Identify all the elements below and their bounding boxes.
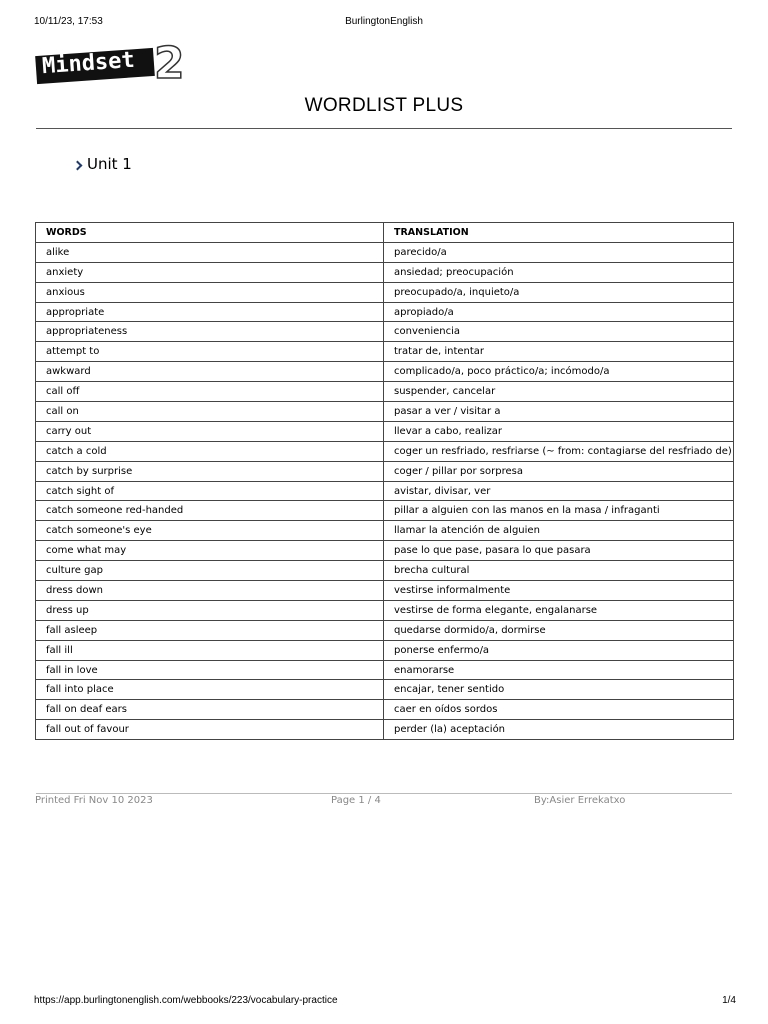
word-cell: catch someone's eye xyxy=(36,521,384,541)
word-cell: carry out xyxy=(36,421,384,441)
footer-author: By:Asier Errekatxo xyxy=(534,795,626,806)
translation-cell: pase lo que pase, pasara lo que pasara xyxy=(384,541,734,561)
word-cell: fall on deaf ears xyxy=(36,700,384,720)
translation-cell: caer en oídos sordos xyxy=(384,700,734,720)
header-words: WORDS xyxy=(36,223,384,243)
word-cell: dress down xyxy=(36,581,384,601)
word-cell: catch sight of xyxy=(36,481,384,501)
print-datetime: 10/11/23, 17:53 xyxy=(34,16,103,27)
translation-cell: tratar de, intentar xyxy=(384,342,734,362)
footer-printed-date: Printed Fri Nov 10 2023 xyxy=(35,795,153,806)
footer-divider xyxy=(36,793,732,794)
word-cell: catch someone red-handed xyxy=(36,501,384,521)
translation-cell: pasar a ver / visitar a xyxy=(384,402,734,422)
page-title: WORDLIST PLUS xyxy=(304,95,464,116)
word-cell: fall ill xyxy=(36,640,384,660)
word-cell: come what may xyxy=(36,541,384,561)
table-row xyxy=(36,680,734,700)
table-row xyxy=(36,242,734,262)
table-row xyxy=(36,441,734,461)
translation-cell: ponerse enfermo/a xyxy=(384,640,734,660)
translation-cell: coger un resfriado, resfriarse (~ from: contagiarse del resfriado de) xyxy=(384,441,734,461)
header-translation: TRANSLATION xyxy=(384,223,734,243)
word-cell: attempt to xyxy=(36,342,384,362)
logo-number: 2 xyxy=(154,38,185,89)
table-row xyxy=(36,561,734,581)
table-row xyxy=(36,421,734,441)
translation-cell: coger / pillar por sorpresa xyxy=(384,461,734,481)
translation-cell: llamar la atención de alguien xyxy=(384,521,734,541)
table-row xyxy=(36,660,734,680)
table-row xyxy=(36,700,734,720)
translation-cell: suspender, cancelar xyxy=(384,382,734,402)
word-cell: call on xyxy=(36,402,384,422)
table-row xyxy=(36,461,734,481)
table-row xyxy=(36,382,734,402)
word-cell: appropriateness xyxy=(36,322,384,342)
translation-cell: llevar a cabo, realizar xyxy=(384,421,734,441)
table-row xyxy=(36,640,734,660)
table-row xyxy=(36,501,734,521)
translation-cell: conveniencia xyxy=(384,322,734,342)
table-row xyxy=(36,342,734,362)
translation-cell: preocupado/a, inquieto/a xyxy=(384,282,734,302)
table-row xyxy=(36,262,734,282)
print-site-name: BurlingtonEnglish xyxy=(345,16,423,27)
word-cell: anxiety xyxy=(36,262,384,282)
translation-cell: perder (la) aceptación xyxy=(384,720,734,740)
table-row xyxy=(36,481,734,501)
translation-cell: encajar, tener sentido xyxy=(384,680,734,700)
table-row xyxy=(36,521,734,541)
footer-page-number: Page 1 / 4 xyxy=(331,795,381,806)
table-row xyxy=(36,541,734,561)
translation-cell: vestirse informalmente xyxy=(384,581,734,601)
table-row xyxy=(36,322,734,342)
word-cell: alike xyxy=(36,242,384,262)
word-cell: fall into place xyxy=(36,680,384,700)
translation-cell: parecido/a xyxy=(384,242,734,262)
word-cell: dress up xyxy=(36,600,384,620)
table-header-row xyxy=(36,223,734,243)
translation-cell: enamorarse xyxy=(384,660,734,680)
word-cell: anxious xyxy=(36,282,384,302)
word-cell: fall asleep xyxy=(36,620,384,640)
translation-cell: apropiado/a xyxy=(384,302,734,322)
word-cell: culture gap xyxy=(36,561,384,581)
title-divider xyxy=(36,128,732,129)
logo-word: Mindset xyxy=(41,47,136,80)
word-cell: call off xyxy=(36,382,384,402)
word-cell: awkward xyxy=(36,362,384,382)
translation-cell: avistar, divisar, ver xyxy=(384,481,734,501)
translation-cell: brecha cultural xyxy=(384,561,734,581)
word-cell: fall in love xyxy=(36,660,384,680)
unit-heading-label: Unit 1 xyxy=(87,155,132,173)
table-row xyxy=(36,362,734,382)
translation-cell: vestirse de forma elegante, engalanarse xyxy=(384,600,734,620)
translation-cell: complicado/a, poco práctico/a; incómodo/a xyxy=(384,362,734,382)
word-cell: appropriate xyxy=(36,302,384,322)
chevron-right-icon xyxy=(73,160,83,170)
translation-cell: ansiedad; preocupación xyxy=(384,262,734,282)
table-row xyxy=(36,402,734,422)
table-row xyxy=(36,282,734,302)
translation-cell: pillar a alguien con las manos en la masa / infraganti xyxy=(384,501,734,521)
print-url: https://app.burlingtonenglish.com/webbooks/223/vocabulary-practice xyxy=(34,995,338,1006)
wordlist-body xyxy=(36,242,734,739)
table-row xyxy=(36,620,734,640)
word-cell: catch a cold xyxy=(36,441,384,461)
word-cell: fall out of favour xyxy=(36,720,384,740)
table-row xyxy=(36,302,734,322)
wordlist-table xyxy=(35,222,734,740)
translation-cell: quedarse dormido/a, dormirse xyxy=(384,620,734,640)
word-cell: catch by surprise xyxy=(36,461,384,481)
table-row xyxy=(36,720,734,740)
print-page-count: 1/4 xyxy=(722,995,736,1006)
mindset-logo xyxy=(36,38,188,90)
table-row xyxy=(36,600,734,620)
table-row xyxy=(36,581,734,601)
unit-heading[interactable] xyxy=(74,155,132,173)
